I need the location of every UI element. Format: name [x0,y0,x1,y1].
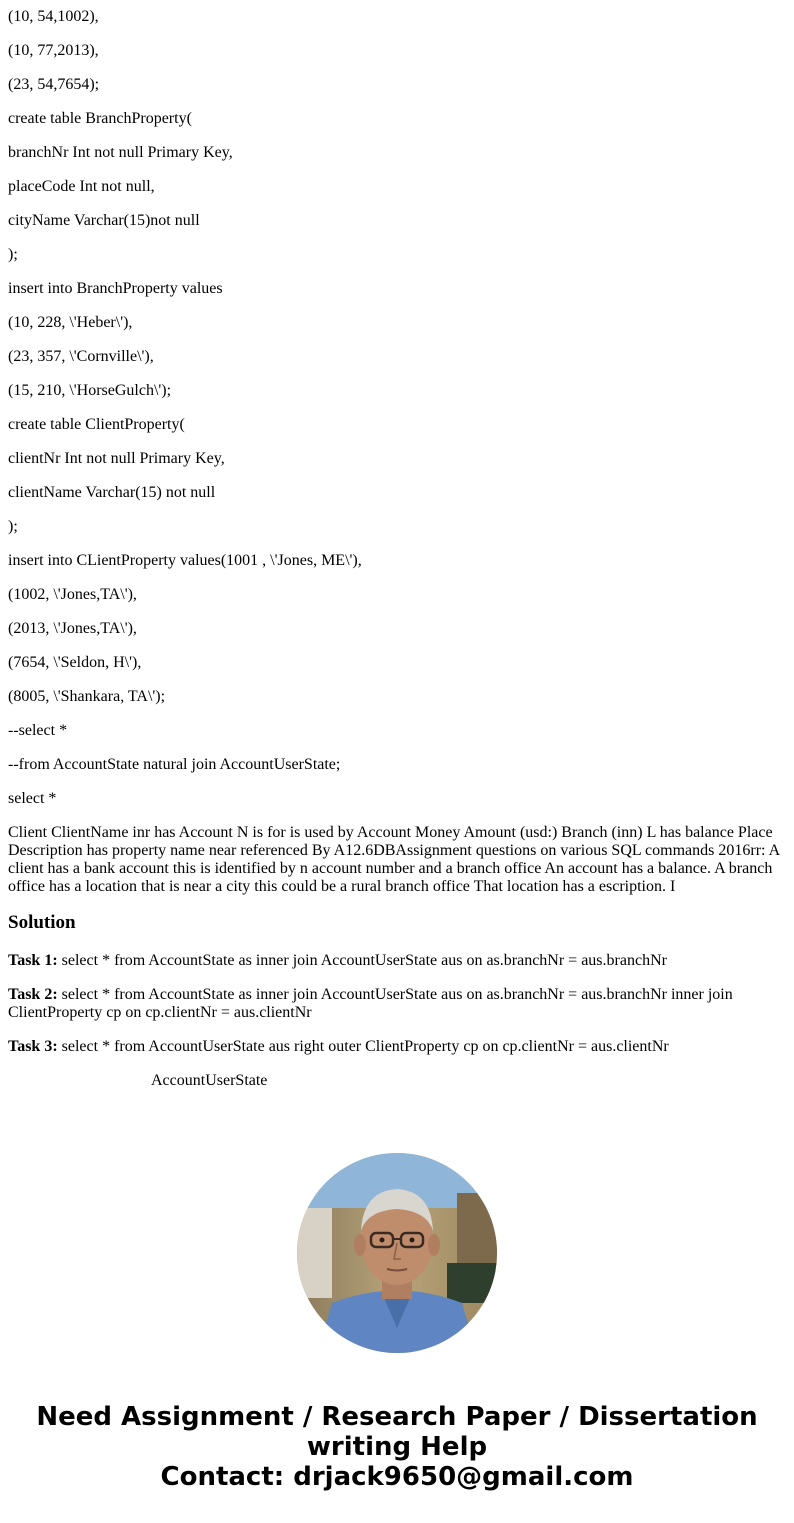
question-description: Client ClientName inr has Account N is for is used by Account Money Amount (usd:) Branch (inn) L has balance Place Description has property name near referenced By A12.6DBAssignment questions on various SQL commands 2016rr: A client has a bank account this is identified by n account number and a branch office An account has a balance. A branch office has a location that is near a city this could be a rural branch office That location has a escription. I [8,824,780,895]
task-3-extra: AccountUserState [151,1072,268,1089]
code-line: (23, 54,7654); [8,76,100,93]
code-line: branchNr Int not null Primary Key, [8,144,233,161]
author-avatar [297,1153,497,1353]
task-label: Task 2: [8,986,58,1003]
task-label: Task 3: [8,1038,58,1055]
task-text: select * from AccountUserState aus right outer ClientProperty cp on cp.clientNr = aus.clientNr [57,1038,669,1055]
task-3 [8,1038,786,1056]
code-line: select * [8,790,57,807]
task-2 [8,986,786,1022]
code-line: clientName Varchar(15) not null [8,484,216,501]
task-label: Task 1: [8,952,58,969]
sql-code-block [8,0,786,808]
promo-contact: Contact: drjack9650@gmail.com [160,1462,634,1492]
code-line: clientNr Int not null Primary Key, [8,450,225,467]
code-line: (23, 357, \'Cornville\'), [8,348,154,365]
code-line: (1002, \'Jones,TA\'), [8,586,137,603]
code-line: (7654, \'Seldon, H\'), [8,654,142,671]
avatar-portrait-image [297,1153,497,1353]
promo-banner [0,1402,794,1492]
code-line: (10, 54,1002), [8,8,99,25]
code-line: insert into BranchProperty values [8,280,223,297]
code-line: (15, 210, \'HorseGulch\'); [8,382,172,399]
code-line: --from AccountState natural join AccountUserState; [8,756,341,773]
task-text: select * from AccountState as inner join AccountUserState aus on as.branchNr = aus.branchNr inner join ClientProperty cp on cp.clientNr = aus.clientNr [8,986,733,1021]
code-line: ); [8,518,18,535]
code-line: (10, 77,2013), [8,42,99,59]
solution-heading: Solution [8,912,76,933]
code-line: cityName Varchar(15)not null [8,212,200,229]
code-line: --select * [8,722,68,739]
task-1 [8,952,786,970]
code-line: (10, 228, \'Heber\'), [8,314,133,331]
task-text: select * from AccountState as inner join AccountUserState aus on as.branchNr = aus.branchNr [57,952,667,969]
code-line: insert into CLientProperty values(1001 , \'Jones, ME\'), [8,552,362,569]
code-line: create table BranchProperty( [8,110,192,127]
code-line: ); [8,246,18,263]
promo-line-2: writing Help [306,1432,488,1462]
code-line: create table ClientProperty( [8,416,185,433]
code-line: (2013, \'Jones,TA\'), [8,620,137,637]
code-line: (8005, \'Shankara, TA\'); [8,688,166,705]
promo-line-1: Need Assignment / Research Paper / Dissertation [36,1402,758,1432]
document-body [8,0,786,1090]
code-line: placeCode Int not null, [8,178,155,195]
